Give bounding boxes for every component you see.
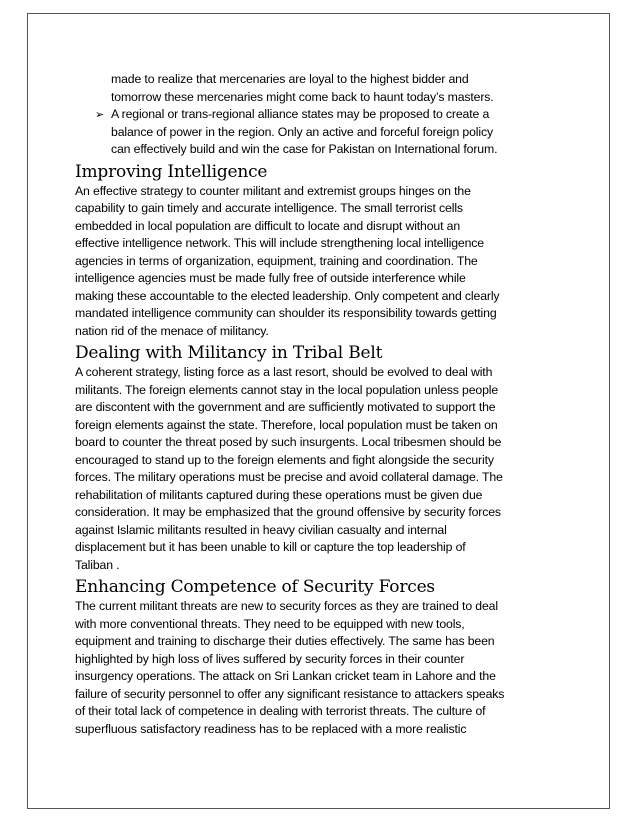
section-paragraph (75, 183, 545, 341)
text-line: tomorrow these mercenaries might come back to haunt today’s masters. (111, 89, 494, 104)
text-line: effective intelligence network. This will include strengthening local intelligence (75, 236, 484, 250)
section-heading: Improving Intelligence (75, 161, 268, 182)
text-line: making these accountable to the elected leadership. Only competent and clearly (75, 288, 500, 303)
section-heading: Dealing with Militancy in Tribal Belt (75, 343, 383, 363)
text-line: militants. The foreign elements cannot stay in the local population unless people (75, 382, 499, 397)
text-line: rehabilitation of militants captured during these operations must be given due (75, 487, 483, 502)
text-line: encouraged to stand up to the foreign elements and fight alongside the security (75, 452, 494, 467)
text-line: embedded in local population are difficult to locate and disrupt without an (75, 218, 461, 233)
text-line: board to counter the threat posed by such insurgents. Local tribesmen should be (75, 435, 502, 449)
text-line: nation rid of the menace of militancy. (75, 323, 269, 338)
text-line: are discontent with the government and are sufficiently motivated to support the (75, 400, 496, 414)
document-body (75, 71, 545, 738)
section-paragraph (75, 598, 545, 738)
text-line: with more conventional threats. They need to be equipped with new tools, (75, 616, 465, 631)
intro-continuation (75, 71, 545, 106)
text-line: A coherent strategy, listing force as a last resort, should be evolved to deal with (75, 365, 493, 379)
text-line: made to realize that mercenaries are loyal to the highest bidder and (111, 72, 469, 86)
text-line: capability to gain timely and accurate intelligence. The small terrorist cells (75, 201, 463, 215)
text-line: against Islamic militants resulted in heavy civilian casualty and internal (75, 522, 447, 537)
arrow-bullet-icon: ➢ (95, 108, 105, 121)
text-line: equipment and training to discharge their duties effectively. The same has been (75, 634, 495, 648)
text-line: can effectively build and win the case for Pakistan on International forum. (111, 142, 498, 156)
text-line: balance of power in the region. Only an active and forceful foreign policy (111, 124, 493, 139)
text-line: displacement but it has been unable to kill or capture the top leadership of (75, 540, 466, 554)
section-heading: Enhancing Competence of Security Forces (75, 577, 435, 597)
bullet-item (75, 106, 545, 159)
text-line: mandated intelligence community can shoulder its responsibility towards getting (75, 306, 497, 320)
text-line: Taliban . (75, 557, 120, 572)
section-paragraph (75, 364, 545, 574)
text-line: agencies in terms of organization, equipment, training and coordination. The (75, 253, 478, 268)
text-line: An effective strategy to counter militant and extremist groups hinges on the (75, 183, 471, 198)
text-line: superfluous satisfactory readiness has to be replaced with a more realistic (75, 721, 467, 736)
text-line: intelligence agencies must be made fully free of outside interference while (75, 271, 466, 285)
text-line: highlighted by high loss of lives suffered by security forces in their counter (75, 651, 465, 666)
text-line: of their total lack of competence in dealing with terrorist threats. The culture of (75, 704, 486, 718)
text-line: consideration. It may be emphasized that the ground offensive by security forces (75, 505, 501, 519)
text-line: forces. The military operations must be precise and avoid collateral damage. The (75, 470, 503, 484)
text-line: insurgency operations. The attack on Sri Lankan cricket team in Lahore and the (75, 669, 496, 683)
text-line: failure of security personnel to offer any significant resistance to attackers speaks (75, 686, 505, 701)
text-line: foreign elements against the state. Therefore, local population must be taken on (75, 417, 498, 432)
text-line: A regional or trans-regional alliance states may be proposed to create a (111, 107, 490, 121)
text-line: The current militant threats are new to security forces as they are trained to deal (75, 599, 498, 613)
